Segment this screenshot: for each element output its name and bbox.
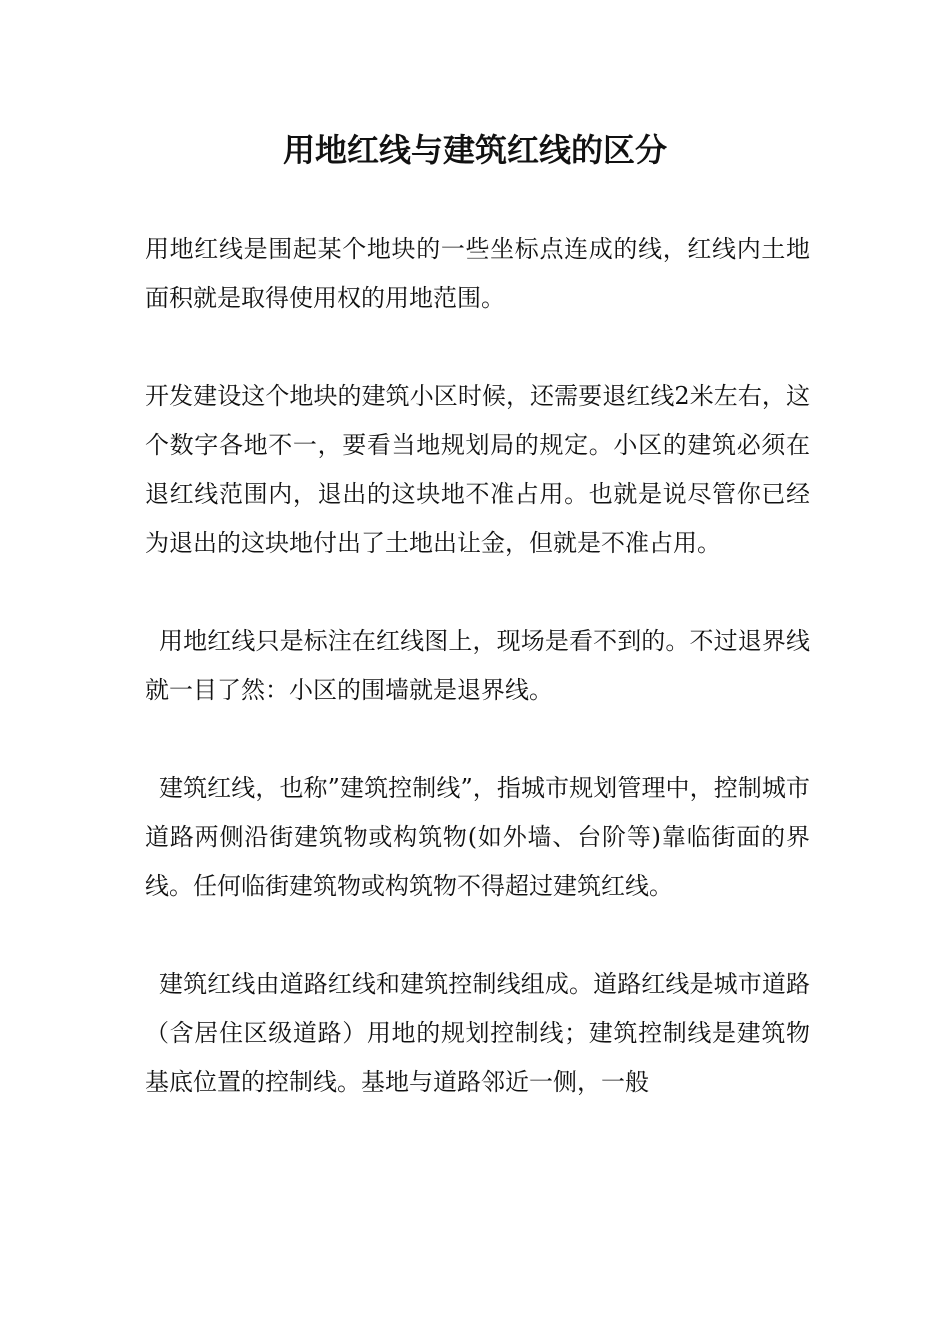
paragraph-3: 用地红线只是标注在红线图上，现场是看不到的。不过退界线就一目了然：小区的围墙就是退界线。 — [145, 627, 810, 704]
paragraph-4: 建筑红线，也称”建筑控制线”，指城市规划管理中，控制城市道路两侧沿街建筑物或构筑物(如外墙、台阶等)靠临街面的界线。任何临街建筑物或构筑物不得超过建筑红线。 — [145, 774, 810, 900]
paragraph-5: 建筑红线由道路红线和建筑控制线组成。道路红线是城市道路（含居住区级道路）用地的规划控制线；建筑控制线是建筑物基底位置的控制线。基地与道路邻近一侧，一般 — [145, 970, 810, 1096]
paragraph-2: 开发建设这个地块的建筑小区时候，还需要退红线2米左右，这个数字各地不一，要看当地规划局的规定。小区的建筑必须在退红线范围内，退出的这块地不准占用。也就是说尽管你已经为退出的这块地付出了土地出让金，但就是不准占用。 — [145, 382, 810, 557]
document-body — [145, 225, 810, 1156]
paragraph-1: 用地红线是围起某个地块的一些坐标点连成的线，红线内土地面积就是取得使用权的用地范围。 — [145, 235, 810, 312]
document-title: 用地红线与建筑红线的区分 — [282, 131, 667, 169]
